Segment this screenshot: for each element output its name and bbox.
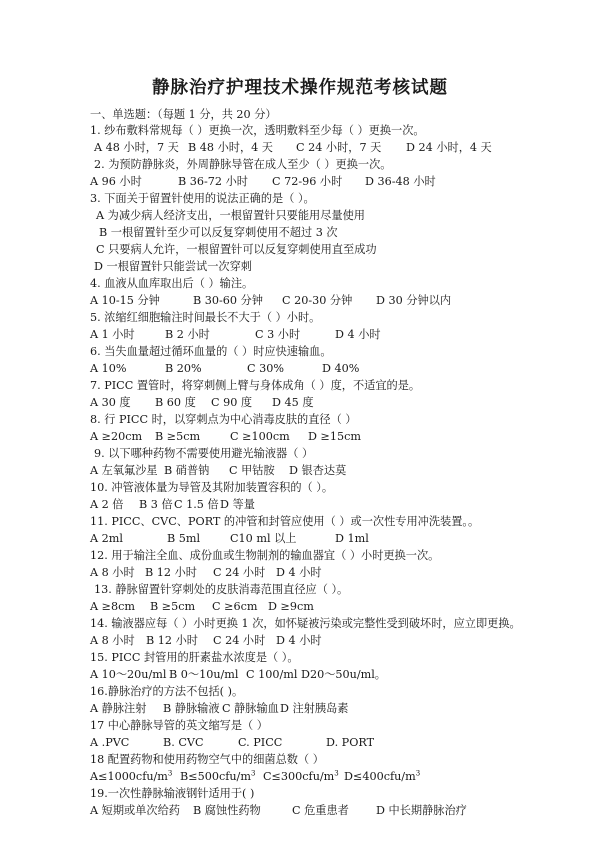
option-14b: B 12 小时 xyxy=(146,634,198,647)
option-8c: C ≥100cm xyxy=(230,430,290,443)
option-4a: A 10-15 分钟 xyxy=(90,294,160,307)
option-11c: C10 ml 以上 xyxy=(230,532,297,545)
question-4: 4. 血液从血库取出后（ ）输注。 xyxy=(90,277,254,290)
question-5: 5. 浓缩红细胞输注时间最长不大于（ ）小时。 xyxy=(90,311,321,324)
question-11: 11. PICC、CVC、PORT 的冲管和封管应使用（ ）或一次性专用冲洗装置。。 xyxy=(90,515,480,528)
option-11b: B 5ml xyxy=(167,532,201,545)
question-16: 16.静脉治疗的方法不包括( )。 xyxy=(90,685,244,698)
option-9c: C 甲钴胺 xyxy=(229,464,275,477)
option-16d: D 注射胰岛素 xyxy=(280,702,349,715)
option-5d: D 4 小时 xyxy=(335,328,381,341)
option-18d xyxy=(344,770,420,784)
option-3a: A 为减少病人经济支出，一根留置针只要能用尽量使用 xyxy=(96,209,365,222)
option-4d: D 30 分钟以内 xyxy=(376,294,452,307)
option-14d: D 4 小时 xyxy=(276,634,322,647)
option-18a-text: A≤1000cfu/m xyxy=(90,770,168,783)
option-18b-text: B≤500cfu/m xyxy=(180,770,251,783)
option-19d: D 中长期静脉治疗 xyxy=(376,804,467,817)
option-18a xyxy=(90,770,172,784)
option-17c: C. PICC xyxy=(238,736,283,749)
option-18c-text: C≤300cfu/m xyxy=(263,770,335,783)
option-2c: C 72-96 小时 xyxy=(272,175,343,188)
option-17d: D. PORT xyxy=(326,736,375,749)
question-6: 6. 当失血量超过循环血量的（ ）时应快速输血。 xyxy=(90,345,332,358)
option-2b: B 36-72 小时 xyxy=(178,175,248,188)
option-4c: C 20-30 分钟 xyxy=(282,294,353,307)
option-7b: B 60 度 xyxy=(155,396,196,409)
option-1a: A 48 小时，7 天 xyxy=(94,141,179,154)
option-6b: B 20% xyxy=(165,362,202,375)
option-8a: A ≥20cm xyxy=(90,430,143,443)
option-15c: C 100/ml xyxy=(246,668,298,681)
question-13: 13. 静脉留置针穿刺处的皮肤消毒范围直径应（ ）。 xyxy=(94,583,349,596)
option-11d: D 1ml xyxy=(335,532,369,545)
option-19b: B 腐蚀性药物 xyxy=(193,804,261,817)
option-3c: C 只要病人允许，一根留置针可以反复穿刺使用直至成功 xyxy=(96,243,377,256)
option-18a-exponent: 3 xyxy=(167,769,173,778)
option-13b: B ≥5cm xyxy=(150,600,196,613)
option-3b: B 一根留置针至少可以反复穿刺使用不超过 3 次 xyxy=(99,226,338,239)
option-17b: B. CVC xyxy=(163,736,204,749)
option-6d: D 40% xyxy=(322,362,360,375)
question-9: 9. 以下哪种药物不需要使用避光输液器（ ） xyxy=(94,447,314,460)
option-2a: A 96 小时 xyxy=(90,175,142,188)
option-6a: A 10% xyxy=(90,362,127,375)
option-18c-exponent: 3 xyxy=(334,769,339,778)
question-15: 15. PICC 封管用的肝素盐水浓度是（ ）。 xyxy=(90,651,299,664)
option-8b: B ≥5cm xyxy=(155,430,201,443)
option-18d-exponent: 3 xyxy=(415,769,421,778)
option-15b: B 0～10u/ml xyxy=(169,668,239,681)
option-7a: A 30 度 xyxy=(90,396,131,409)
section-heading: 一、单选题：（每题 1 分，共 20 分） xyxy=(90,108,277,121)
question-8: 8. 行 PICC 时，以穿刺点为中心消毒皮肤的直径（ ） xyxy=(90,413,357,426)
question-18: 18 配置药物和使用药物空气中的细菌总数（ ） xyxy=(90,753,324,766)
question-17: 17 中心静脉导管的英文缩写是（ ） xyxy=(90,719,268,732)
option-14c: C 24 小时 xyxy=(213,634,266,647)
option-16c: C 静脉输血 xyxy=(222,702,279,715)
option-12a: A 8 小时 xyxy=(90,566,135,579)
option-19c: C 危重患者 xyxy=(292,804,349,817)
option-18b-exponent: 3 xyxy=(250,769,256,778)
question-19: 19.一次性静脉输液钢针适用于( ) xyxy=(90,787,255,800)
option-10a: A 2 倍 xyxy=(90,498,124,511)
option-9b: B 硝普钠 xyxy=(164,464,210,477)
option-1d: D 24 小时，4 天 xyxy=(406,141,492,154)
option-5c: C 3 小时 xyxy=(255,328,301,341)
option-13c: C ≥6cm xyxy=(212,600,258,613)
option-5a: A 1 小时 xyxy=(90,328,135,341)
option-12b: B 12 小时 xyxy=(145,566,197,579)
option-9a: A 左氧氟沙星 xyxy=(90,464,158,477)
option-10b: B 3 倍 xyxy=(139,498,173,511)
question-12: 12. 用于输注全血、成份血或生物制剂的输血器宜（ ）小时更换一次。 xyxy=(90,549,440,562)
question-10: 10. 冲管液体量为导管及其附加装置容积的（ ）。 xyxy=(90,481,334,494)
option-16a: A 静脉注射 xyxy=(90,702,147,715)
question-2: 2. 为预防静脉炎，外周静脉导管在成人至少（ ）更换一次。 xyxy=(94,158,392,171)
option-7d: D 45 度 xyxy=(272,396,314,409)
option-14a: A 8 小时 xyxy=(90,634,135,647)
option-18c xyxy=(263,770,339,784)
option-1c: C 24 小时，7 天 xyxy=(296,141,382,154)
option-15d: D20～50u/ml。 xyxy=(301,668,386,681)
option-2d: D 36-48 小时 xyxy=(365,175,436,188)
option-1b: B 48 小时，4 天 xyxy=(188,141,273,154)
option-6c: C 30% xyxy=(247,362,284,375)
option-13d: D ≥9cm xyxy=(268,600,314,613)
option-11a: A 2ml xyxy=(90,532,123,545)
option-4b: B 30-60 分钟 xyxy=(193,294,263,307)
option-17a: A .PVC xyxy=(90,736,130,749)
option-15a: A 10～20u/ml xyxy=(90,668,167,681)
option-8d: D ≥15cm xyxy=(308,430,362,443)
question-14: 14. 输液器应每（ ）小时更换 1 次，如怀疑被污染或完整性受到破坏时，应立即更换。 xyxy=(90,617,521,630)
exam-title: 静脉治疗护理技术操作规范考核试题 xyxy=(152,78,448,98)
option-3d: D 一根留置针只能尝试一次穿刺 xyxy=(94,260,252,273)
option-12c: C 24 小时 xyxy=(213,566,266,579)
option-7c: C 90 度 xyxy=(211,396,253,409)
option-10d: D 等量 xyxy=(220,498,255,511)
option-5b: B 2 小时 xyxy=(165,328,210,341)
question-7: 7. PICC 置管时，将穿刺侧上臂与身体成角（ ）度，不适宜的是。 xyxy=(90,379,421,392)
question-3: 3. 下面关于留置针使用的说法正确的是（ ）。 xyxy=(90,192,315,205)
option-12d: D 4 小时 xyxy=(276,566,322,579)
option-18d-text: D≤400cfu/m xyxy=(344,770,416,783)
option-18b xyxy=(180,770,255,784)
option-10c: C 1.5 倍 xyxy=(174,498,219,511)
option-16b: B 静脉输液 xyxy=(163,702,220,715)
option-13a: A ≥8cm xyxy=(90,600,136,613)
option-19a: A 短期或单次给药 xyxy=(90,804,180,817)
question-1: 1. 纱布敷料常规每（ ）更换一次，透明敷料至少每（ ）更换一次。 xyxy=(90,124,425,137)
option-9d: D 银杏达莫 xyxy=(289,464,347,477)
